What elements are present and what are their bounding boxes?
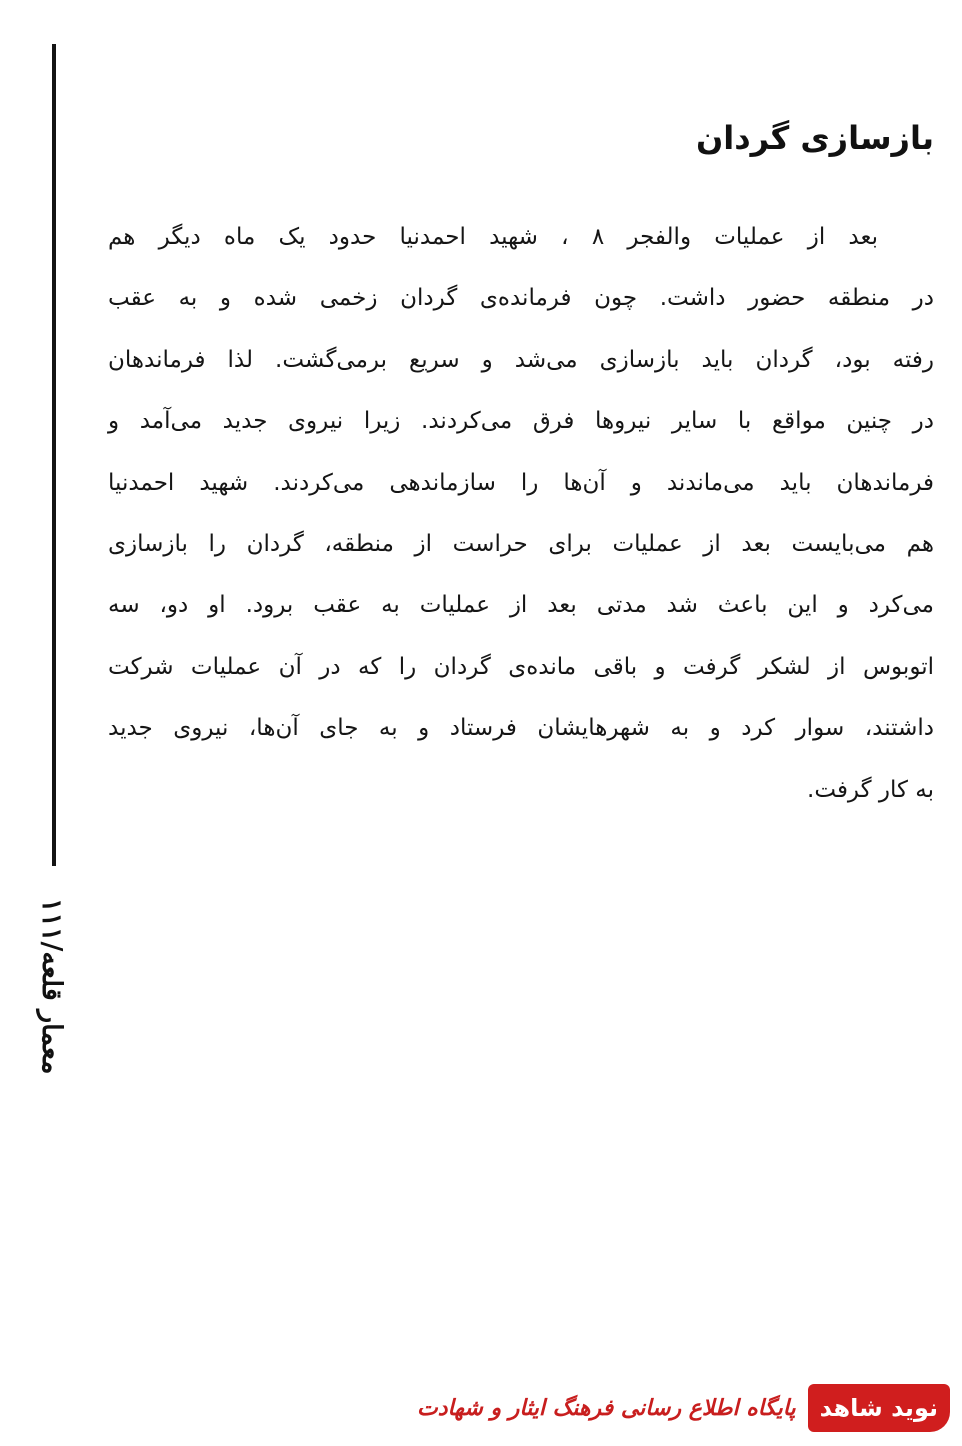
paragraph-line: به کار گرفت. bbox=[807, 776, 934, 803]
logo-badge: نوید شاهد bbox=[808, 1384, 950, 1432]
body-paragraph bbox=[108, 207, 934, 821]
margin-rule bbox=[52, 44, 56, 866]
logo-tagline: پایگاه اطلاع رسانی فرهنگ ایثار و شهادت bbox=[417, 1395, 796, 1421]
site-watermark-logo bbox=[417, 1380, 950, 1436]
paragraph-line: بعد از عملیات والفجر ۸ ، شهید احمدنیا حدود یک ماه دیگر هم bbox=[108, 224, 878, 250]
paragraph-line: رفته بود، گردان باید بازسازی می‌شد و سریع برمی‌گشت. لذا فرماندهان bbox=[108, 346, 934, 373]
paragraph-line: در چنین مواقع با سایر نیروها فرق می‌کردند. زیرا نیروی جدید می‌آمد و bbox=[108, 408, 934, 435]
page-title: بازسازی گردان bbox=[695, 119, 934, 157]
paragraph-line: فرماندهان باید می‌ماندند و آن‌ها را سازماندهی می‌کردند. شهید احمدنیا bbox=[108, 469, 934, 496]
book-page-caption: معمار قلعه/۱۱۱ bbox=[36, 898, 67, 1075]
paragraph-line: داشتند، سوار کرد و به شهرهایشان فرستاد و به جای آن‌ها، نیروی جدید bbox=[108, 715, 934, 742]
paragraph-line: در منطقه حضور داشت. چون فرمانده‌ی گردان زخمی شده و به عقب bbox=[108, 285, 934, 312]
paragraph-line: هم می‌بایست بعد از عملیات برای حراست از منطقه، گردان را بازسازی bbox=[108, 530, 934, 557]
paragraph-line: اتوبوس از لشکر گرفت و باقی مانده‌ی گردان را که در آن عملیات شرکت bbox=[108, 653, 934, 680]
paragraph-line: می‌کرد و این باعث شد مدتی بعد از عملیات به عقب برود. او دو، سه bbox=[108, 592, 934, 619]
